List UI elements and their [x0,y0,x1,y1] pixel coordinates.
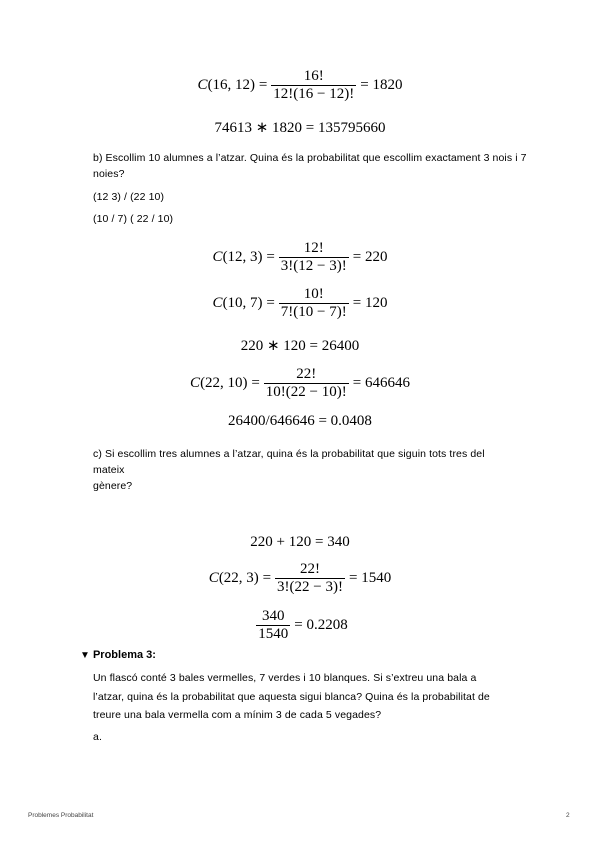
equation-product-b: 220 ∗ 120 = 26400 [240,338,360,354]
fraction: $\frac{10!}{7!(10 - 7)!}$ [280,286,347,320]
answer-line-1: (12 3) / (22 10) [93,191,165,203]
fraction: $\frac{22!}{10!(22 - 10)!}$ [265,366,347,400]
question-b: b) Escollim 10 alumnes a l’atzar. Quina és la probabilitat que escollim exactament 3 nois i 7 noies? [93,152,527,180]
footer-document-title: Problemes Probabilitat [28,812,94,819]
fraction: $\frac{16!}{12!(16 - 12)!}$ [273,68,355,102]
equation-combination-22-3: C (22, 3) = $\frac{22!}{3!(22 - 3)!}$ = 1540 [208,561,392,595]
answer-line-2: (10 / 7) ( 22 / 10) [93,213,174,225]
equation-product: 74613 ∗ 1820 = 135795660 [214,120,386,136]
equation-combination-22-10: C (22, 10) = $\frac{22!}{10!(22 - 10)!}$ = 646646 [190,366,410,400]
fraction: $\frac{340}{1540}$ [258,608,289,642]
problem-3-item-a: a. [93,731,102,743]
equation-probability-c: $\frac{340}{1540}$ = 0.2208 [258,608,348,642]
equation-sum: 220 + 120 = 340 [250,534,350,550]
function-symbol: C [197,77,208,93]
question-c: c) Si escollim tres alumnes a l’atzar, quina és la probabilitat que siguin tots tres del mateix gènere? [93,448,485,492]
equation-probability-b: 26400/646646 = 0.0408 [228,413,372,429]
equation-combination-10-7: C (10, 7) = $\frac{10!}{7!(10 - 7)!}$ = 120 [212,286,388,320]
equation-combination-16-12: C (16, 12) = $\frac{16!}{12!(16 - 12)!}$ = 1820 [197,68,403,102]
footer-page-number: 2 [566,812,570,819]
equation-combination-12-3: C (12, 3) = $\frac{12!}{3!(12 - 3)!}$ = 220 [212,240,388,274]
problem-3-statement: Un flascó conté 3 bales vermelles, 7 verdes i 10 blanques. Si s’extreu una bala a l’atzar, quina és la probabilitat que aquesta sigui blanca? Quina és la probabilitat de treure una bala vermella com a mínim 3 de cada 5 vegades? [93,672,490,721]
problem-3-title: Problema 3: [92,649,156,661]
problem-3-header[interactable] [80,649,156,661]
fraction: $\frac{12!}{3!(12 - 3)!}$ [280,240,347,274]
collapse-triangle-icon[interactable]: ▼ [80,650,90,661]
fraction: $\frac{22!}{3!(22 - 3)!}$ [277,561,343,595]
